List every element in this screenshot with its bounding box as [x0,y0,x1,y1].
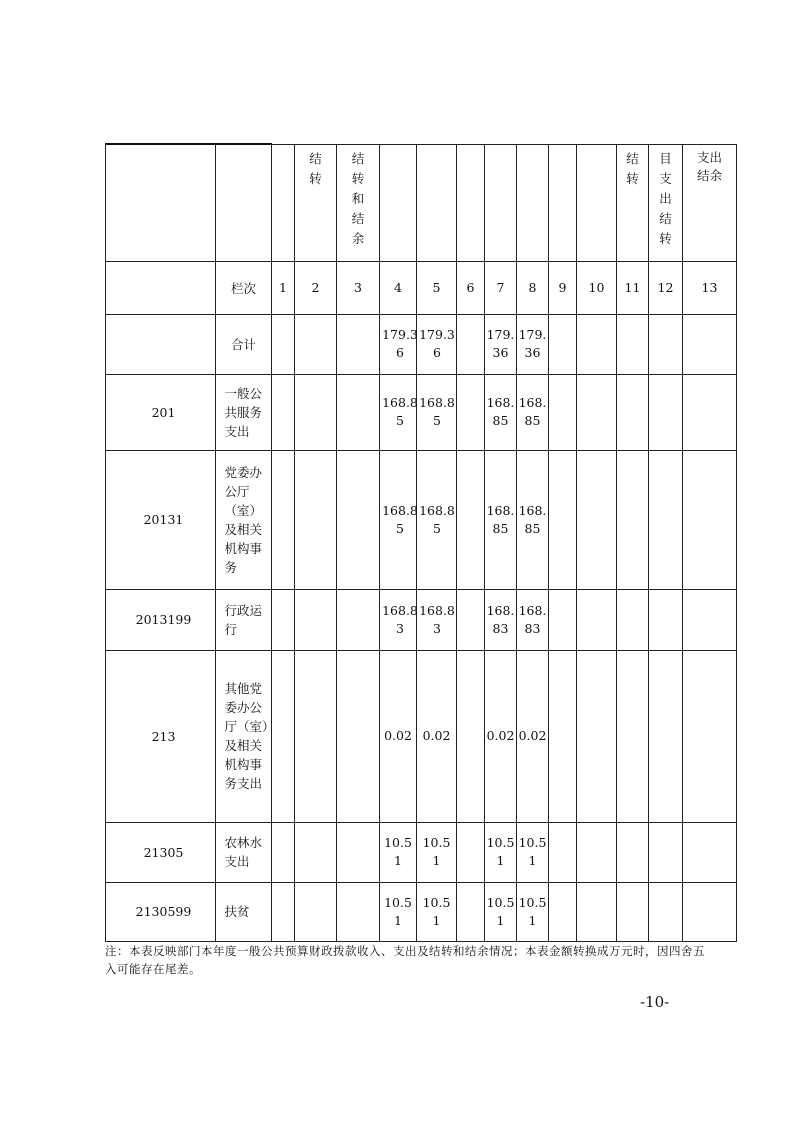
header-cell-6 [457,144,485,261]
row-cell-4: 10.51 [380,882,417,941]
row-cell-13 [683,650,737,822]
row-cell-3 [337,450,380,589]
row-cell-7: 0.02 [485,650,517,822]
row-cell-9 [549,314,577,374]
header-cell-2: 结转 [295,144,337,261]
row-cell-1 [272,882,295,941]
row-cell-5: 179.36 [417,314,457,374]
row-cell-11 [617,882,649,941]
row-code: 21305 [106,822,216,882]
row-cell-5: 0.02 [417,650,457,822]
row-cell-12 [649,314,683,374]
row-cell-3 [337,822,380,882]
row-cell-9 [549,882,577,941]
row-cell-11 [617,450,649,589]
row-cell-2 [295,374,337,450]
index-row [106,261,737,314]
table-row [106,650,737,822]
row-cell-8: 168.85 [517,374,549,450]
row-cell-1 [272,314,295,374]
row-cell-5: 168.83 [417,589,457,650]
table-footnote: 注：本表反映部门本年度一般公共预算财政拨款收入、支出及结转和结余情况；本表金额转换成万元时，因四舍五入可能存在尾差。 [105,944,705,976]
row-cell-5: 10.51 [417,882,457,941]
row-cell-3 [337,882,380,941]
row-cell-2 [295,882,337,941]
budget-table [105,143,737,942]
row-cell-12 [649,882,683,941]
row-cell-13 [683,822,737,882]
table-row [106,374,737,450]
row-name: 合计 [216,314,272,374]
row-code [106,314,216,374]
row-cell-7: 10.51 [485,822,517,882]
index-cell-code [106,261,216,314]
table-row [106,822,737,882]
row-cell-1 [272,650,295,822]
header-cell-4 [380,144,417,261]
row-cell-1 [272,822,295,882]
row-cell-9 [549,589,577,650]
row-cell-2 [295,650,337,822]
row-cell-6 [457,589,485,650]
row-name: 其他党委办公厅（室）及相关机构事务支出 [216,650,272,822]
row-cell-10 [577,822,617,882]
row-cell-13 [683,450,737,589]
header-cell-9 [549,144,577,261]
row-cell-11 [617,314,649,374]
row-code: 20131 [106,450,216,589]
row-cell-12 [649,374,683,450]
row-cell-5: 10.51 [417,822,457,882]
index-num-9: 9 [549,261,577,314]
row-cell-2 [295,450,337,589]
table-header-row [106,144,737,261]
table-row [106,314,737,374]
row-cell-6 [457,450,485,589]
header-cell-12: 目支出结转 [649,144,683,261]
row-cell-5: 168.85 [417,374,457,450]
row-cell-12 [649,650,683,822]
header-cell-10 [577,144,617,261]
index-num-5: 5 [417,261,457,314]
row-code: 2130599 [106,882,216,941]
row-cell-9 [549,650,577,822]
row-cell-11 [617,589,649,650]
row-cell-11 [617,822,649,882]
page-number: -10- [640,993,670,1011]
row-name: 扶贫 [216,882,272,941]
row-cell-6 [457,314,485,374]
header-cell-5 [417,144,457,261]
row-cell-12 [649,589,683,650]
header-cell-8 [517,144,549,261]
row-cell-10 [577,450,617,589]
index-num-11: 11 [617,261,649,314]
row-cell-9 [549,822,577,882]
row-cell-2 [295,314,337,374]
row-cell-1 [272,374,295,450]
row-code: 2013199 [106,589,216,650]
row-cell-7: 168.83 [485,589,517,650]
index-num-12: 12 [649,261,683,314]
row-cell-1 [272,589,295,650]
row-cell-4: 168.85 [380,450,417,589]
index-num-7: 7 [485,261,517,314]
row-cell-8: 179.36 [517,314,549,374]
row-cell-4: 10.51 [380,822,417,882]
index-num-8: 8 [517,261,549,314]
row-cell-4: 168.85 [380,374,417,450]
row-cell-8: 168.83 [517,589,549,650]
row-cell-7: 168.85 [485,374,517,450]
index-num-4: 4 [380,261,417,314]
row-cell-1 [272,450,295,589]
row-cell-13 [683,374,737,450]
row-cell-11 [617,374,649,450]
index-num-3: 3 [337,261,380,314]
row-cell-10 [577,650,617,822]
header-cell-7 [485,144,517,261]
row-name: 农林水支出 [216,822,272,882]
header-cell-1 [272,144,295,261]
row-cell-6 [457,374,485,450]
row-cell-9 [549,374,577,450]
header-cell-name [216,144,272,261]
row-cell-7: 179.36 [485,314,517,374]
row-cell-7: 168.85 [485,450,517,589]
index-num-13: 13 [683,261,737,314]
row-cell-7: 10.51 [485,882,517,941]
row-name: 党委办公厅（室）及相关机构事务 [216,450,272,589]
row-cell-13 [683,882,737,941]
index-num-10: 10 [577,261,617,314]
row-cell-8: 168.85 [517,450,549,589]
row-cell-12 [649,822,683,882]
table-row [106,882,737,941]
header-cell-code [106,144,216,261]
row-cell-13 [683,589,737,650]
row-name: 一般公共服务支出 [216,374,272,450]
row-cell-4: 0.02 [380,650,417,822]
row-cell-10 [577,374,617,450]
row-cell-12 [649,450,683,589]
row-cell-2 [295,822,337,882]
row-cell-8: 10.51 [517,882,549,941]
row-cell-6 [457,650,485,822]
row-cell-11 [617,650,649,822]
index-num-6: 6 [457,261,485,314]
row-cell-5: 168.85 [417,450,457,589]
header-cell-3: 结转和结余 [337,144,380,261]
row-cell-3 [337,374,380,450]
row-cell-3 [337,589,380,650]
index-num-1: 1 [272,261,295,314]
row-cell-3 [337,650,380,822]
row-cell-10 [577,314,617,374]
row-code: 201 [106,374,216,450]
row-cell-2 [295,589,337,650]
row-cell-3 [337,314,380,374]
header-cell-11: 结转 [617,144,649,261]
index-label: 栏次 [216,261,272,314]
row-cell-9 [549,450,577,589]
row-cell-6 [457,882,485,941]
row-cell-10 [577,882,617,941]
row-cell-13 [683,314,737,374]
row-cell-8: 0.02 [517,650,549,822]
row-cell-8: 10.51 [517,822,549,882]
table-row [106,589,737,650]
index-num-2: 2 [295,261,337,314]
row-cell-4: 168.83 [380,589,417,650]
row-name: 行政运行 [216,589,272,650]
row-cell-6 [457,822,485,882]
row-cell-4: 179.36 [380,314,417,374]
header-cell-13: 支出结余 [683,144,737,261]
row-code: 213 [106,650,216,822]
table-row [106,450,737,589]
row-cell-10 [577,589,617,650]
